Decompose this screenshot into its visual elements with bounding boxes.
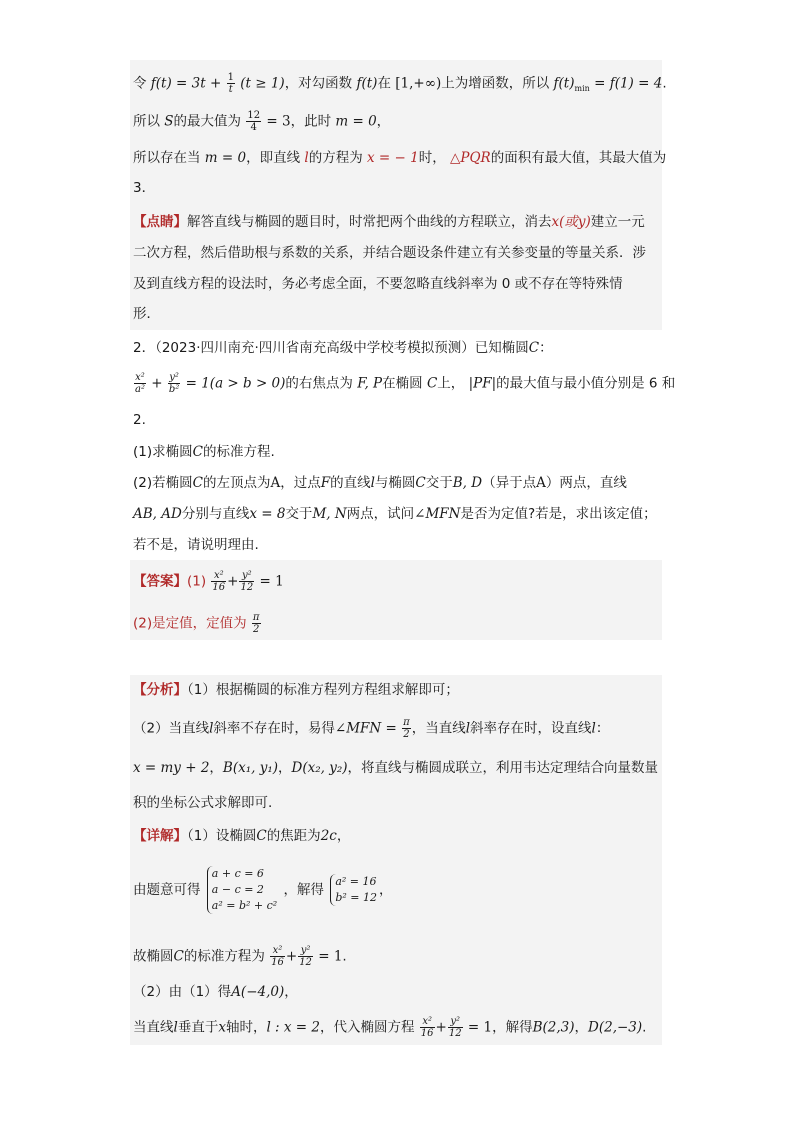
fraction-y2-12: $\frac{\text{y²}}{12}$ [240,570,254,593]
fraction-1-over-t: $\frac{1}{t}$ [227,72,234,95]
problem-line-2: $\frac{\text{x²}}{\text{a²}}$ + $\frac{\text{y²}}{\text{b²}}$ = 1(a > b > 0)的右焦点为 F, P在椭圆 C上， |PF|的最大值与最小值分别是 6 和 [135,372,676,395]
fraction-y2-12-std: $\frac{\text{y²}}{12}$ [299,945,312,968]
answer-tag: 【答案】 [133,573,187,590]
equation-system: a + c = 6 a − c = 2 a² = b² + c² [207,866,277,914]
answer-line-1: 【答案】(1) $\frac{\text{x²}}{16}$ + $\frac{\text{y²}}{12}$ = 1 [133,570,284,593]
tip-line-2: 二次方程，然后借助根与系数的关系，并结合题设条件建立有关参变量的等量关系．涉 [133,245,646,261]
fraction-y2-12-sub: $\frac{\text{y²}}{12}$ [448,1016,462,1039]
fraction-y2-b2: $\frac{\text{y²}}{\text{b²}}$ [168,372,180,395]
detail-system: 由题意可得 a + c = 6 a − c = 2 a² = b² + c² ，解得 a² = 16 b² = 12 ， [133,867,393,912]
problem-line-1: 2．（2023·四川南充·四川省南充高级中学校考模拟预测）已知椭圆C： [133,340,553,356]
solution-line-1: 令 f(t) = 3t + $\frac{1}{t}$ (t ≥ 1)，对勾函数 f(t)在 [1,+∞)上为增函数，所以 $f(t)_{min} = f(1) = 4$. [133,72,667,95]
fraction-x2-a2: $\frac{\text{x²}}{\text{a²}}$ [135,372,145,395]
answer-line-2: (2)是定值，定值为 $\frac{\pi}{2}$ [133,612,260,635]
problem-q2-line-1: (2)若椭圆C的左顶点为A，过点F的直线l与椭圆C交于B, D（异于点A）两点，直线 [133,475,627,491]
fraction-x2-16-std: $\frac{\text{x²}}{16}$ [271,945,284,968]
tip-line-3: 及到直线方程的设法时，务必考虑全面，不要忽略直线斜率为 0 或不存在等特殊情 [133,276,623,292]
solution-system: a² = 16 b² = 12 [330,874,377,906]
fraction-12-over-4: $\frac{12}{4}$ [247,110,261,133]
solution-line-3: 所以存在当 m = 0，即直线 l的方程为 x = − 1时， △PQR的面积有最大值，其最大值为 [133,150,667,166]
fraction-x2-16-sub: $\frac{\text{x²}}{16}$ [420,1016,434,1039]
fraction-pi-2: $\frac{\pi}{2}$ [252,612,260,635]
problem-line-3: 2. [133,412,146,428]
fraction-pi-over-2: $\frac{\pi}{2}$ [403,717,410,740]
analysis-tag: 【分析】 [133,682,187,698]
problem-q2-line-2: AB, AD分别与直线x = 8交于M, N两点，试问∠MFN是否为定值?若是，求出该定值； [133,506,657,522]
solution-line-4: 3． [133,180,156,196]
detail-part-2: （2）由（1）得A(−4,0)， [133,984,298,1000]
fraction-x2-16: $\frac{\text{x²}}{16}$ [212,570,226,593]
analysis-line-4: 积的坐标公式求解即可. [133,795,273,811]
detail-vertical-case: 当直线l垂直于x轴时，l : x = 2，代入椭圆方程 $\frac{\text{x²}}{16}$ + $\frac{\text{y²}}{12}$ = 1，解得B(2,3)，D(2,−3). [133,1016,647,1039]
tip-line-4: 形． [133,306,160,322]
detail-tag: 【详解】 [133,828,187,844]
analysis-line-1: 【分析】（1）根据椭圆的标准方程列方程组求解即可； [133,682,459,698]
detail-std-equation: 故椭圆C的标准方程为 $\frac{\text{x²}}{16}$ + $\frac{\text{y²}}{12}$ = 1. [133,945,347,968]
problem-q2-line-3: 若不是，请说明理由. [133,537,259,553]
analysis-line-2: （2）当直线l斜率不存在时，易得∠MFN = $\frac{\pi}{2}$ ，当直线l斜率存在时，设直线l： [133,717,610,740]
tip-tag: 【点睛】 [133,214,187,230]
detail-line-1: 【详解】（1）设椭圆C的焦距为2c， [133,828,351,844]
analysis-line-3: x = my + 2，B(x₁, y₁)，D(x₂, y₂)，将直线与椭圆成联立，利用韦达定理结合向量数量 [133,760,659,776]
problem-q1: (1)求椭圆C的标准方程. [133,444,275,460]
tip-line-1: 【点睛】解答直线与椭圆的题目时，时常把两个曲线的方程联立，消去x(或y)建立一元 [133,214,645,230]
solution-line-2: 所以 S的最大值为 $\frac{12}{4}$ = 3，此时 m = 0， [133,110,391,133]
